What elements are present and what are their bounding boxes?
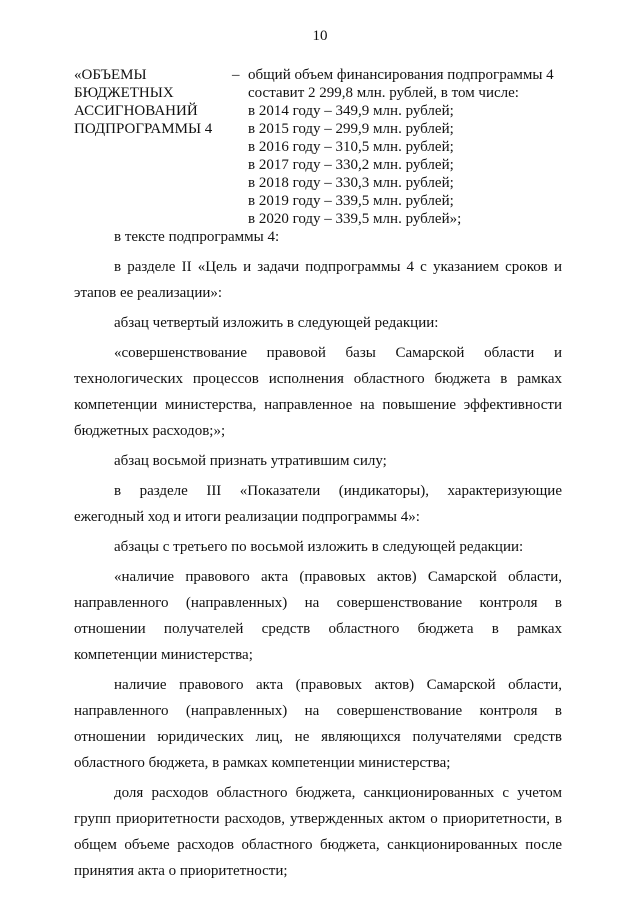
funding-summary-heading: [74, 66, 234, 138]
heading-dash: –: [232, 67, 240, 83]
funding-line: в 2017 году – 330,2 млн. рублей;: [248, 157, 454, 173]
heading-line: ПОДПРОГРАММЫ 4: [74, 121, 213, 137]
paragraph: «наличие правового акта (правовых актов) Самарской области, направленного (направленных) на совершенствование контроля в отношении получателей средств областного бюджета в рамках компетенции министерства;: [74, 569, 562, 663]
funding-line: в 2018 году – 330,3 млн. рублей;: [248, 175, 454, 191]
page-number: 10: [312, 28, 328, 44]
paragraph: в разделе III «Показатели (индикаторы), характеризующие ежегодный ход и итоги реализации подпрограммы 4»:: [74, 483, 562, 525]
funding-line: составит 2 299,8 млн. рублей, в том числе:: [248, 85, 519, 101]
funding-line: в 2019 году – 339,5 млн. рублей;: [248, 193, 454, 209]
paragraph: абзац восьмой признать утратившим силу;: [114, 453, 387, 469]
funding-line: в 2015 году – 299,9 млн. рублей;: [248, 121, 454, 137]
paragraph: в тексте подпрограммы 4:: [114, 229, 280, 245]
funding-line: в 2020 году – 339,5 млн. рублей»;: [248, 211, 462, 227]
paragraph: «совершенствование правовой базы Самарской области и технологических процессов исполнения областного бюджета в рамках компетенции министерства, направленное на повышение эффективности бюджетных расходов;»;: [74, 345, 562, 439]
document-body: [74, 224, 562, 888]
funding-summary-values: [248, 66, 574, 228]
funding-line: общий объем финансирования подпрограммы 4: [248, 67, 554, 83]
heading-line: «ОБЪЕМЫ: [74, 67, 147, 83]
funding-line: в 2016 году – 310,5 млн. рублей;: [248, 139, 454, 155]
paragraph: абзац четвертый изложить в следующей редакции:: [114, 315, 439, 331]
heading-line: БЮДЖЕТНЫХ: [74, 85, 174, 101]
heading-line: АССИГНОВАНИЙ: [74, 103, 198, 119]
paragraph: наличие правового акта (правовых актов) Самарской области, направленного (направленных) на совершенствование контроля в отношении юридических лиц, не являющихся получателями средств областного бюджета, в рамках компетенции министерства;: [74, 677, 562, 771]
paragraph: доля расходов областного бюджета, санкционированных с учетом групп приоритетности расходов, утвержденных актом о приоритетности, в общем объеме расходов областного бюджета, санкционированных после принятия акта о приоритетности;: [74, 785, 562, 879]
paragraph: абзацы с третьего по восьмой изложить в следующей редакции:: [114, 539, 524, 555]
paragraph: в разделе II «Цель и задачи подпрограммы 4 с указанием сроков и этапов ее реализации»:: [74, 259, 562, 301]
funding-line: в 2014 году – 349,9 млн. рублей;: [248, 103, 454, 119]
